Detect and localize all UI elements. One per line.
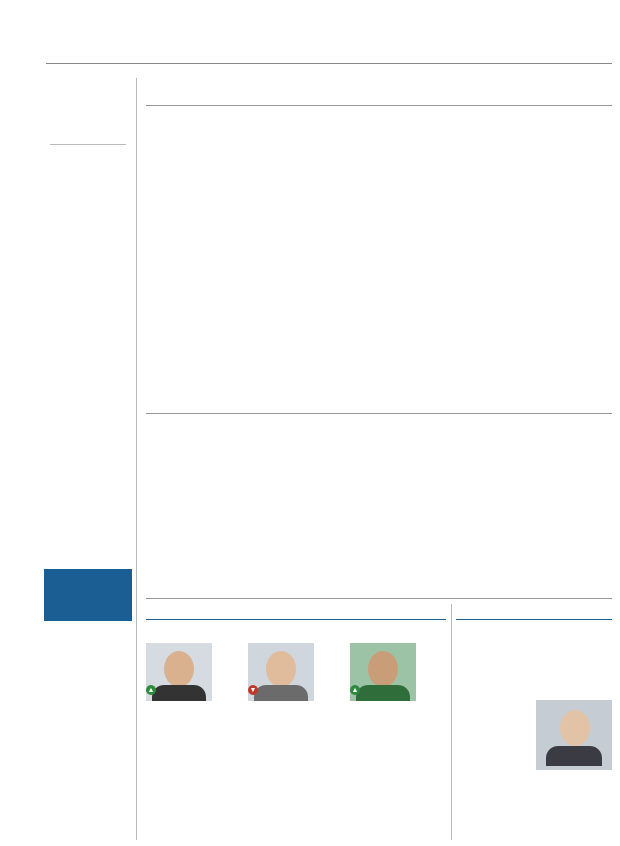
dateline: [611, 37, 612, 43]
publisher-info: [44, 628, 132, 635]
rule: [146, 619, 446, 620]
arrow-up-icon: ▲: [147, 686, 155, 694]
index-box: [44, 569, 132, 621]
column-divider: [451, 604, 452, 840]
arrow-up-icon: ▲: [351, 686, 359, 694]
rule: [146, 598, 612, 599]
top-rule: [46, 63, 612, 64]
rule: [146, 105, 612, 106]
protagonist-text: [146, 685, 244, 695]
protagonist-text: [248, 685, 346, 695]
editorial-1-col2: [376, 124, 612, 125]
staff-box: [44, 117, 132, 161]
index-title: [44, 569, 132, 573]
frase-photo: [536, 700, 612, 770]
rule: [456, 619, 612, 620]
arrow-down-icon: ▼: [249, 686, 257, 694]
sidebar-divider: [136, 78, 137, 840]
protagonist-text: [350, 685, 448, 695]
rule: [146, 413, 612, 414]
